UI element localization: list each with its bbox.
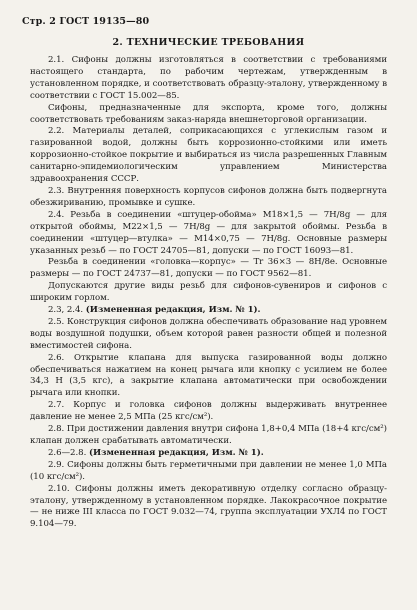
paragraph-2-1: 2.1. Сифоны должны изготовляться в соответствии с требованиями настоящего стандарта, по рабочим чертежам, утвержденным в установленном порядке, и соответствовать образцу-эталону, утвержденному в соответствии с ГОСТ 15.002—85.: [30, 55, 387, 101]
paragraph-2-5: 2.5. Конструкция сифонов должна обеспечивать образование над уровнем воды воздушной подушки, объем которой равен разности общей и полезной вместимостей сифона.: [30, 316, 387, 351]
paragraph-2-6: 2.6. Открытие клапана для выпуска газированной воды должно обеспечиваться нажатием на конец рычага или кнопку с усилием не более 34,3 Н (3,5 кгс), а закрытие клапана автоматически при освобождении рычага или кнопки.: [30, 352, 387, 399]
paragraph-2-4-thread: Резьба в соединении «головка—корпус» — Tr 36×3 — 8H/8e. Основные размеры — по ГОСТ 24737—81, допуски — по ГОСТ 9562—81.: [30, 257, 387, 280]
amendment-label: (Измененная редакция, Изм. № 1).: [85, 305, 261, 316]
amendment-ref: 2.6—2.8.: [48, 447, 87, 458]
section-title: 2. ТЕХНИЧЕСКИЕ ТРЕБОВАНИЯ: [112, 37, 305, 48]
amendment-note-2-3-2-4: [30, 305, 387, 317]
paragraph-2-7: 2.7. Корпус и головка сифонов должны выдерживать внутреннее давление не менее 2,5 МПа (25 кгс/см²).: [30, 400, 387, 423]
page-header: Стр. 2 ГОСТ 19135—80: [22, 16, 150, 27]
paragraph-2-2: 2.2. Материалы деталей, соприкасающихся с углекислым газом и газированной водой, должны быть коррозионно-стойкими или иметь коррозионно-стойкое покрытие и выбираться из числа разрешенных Главным санитарно-эпидемиологическим управлением Министерства здравоохранения СССР.: [30, 126, 387, 185]
amendment-label: (Измененная редакция, Изм. № 1).: [88, 447, 264, 458]
paragraph-2-1-export: Сифоны, предназначенные для экспорта, кроме того, должны соответствовать требованиям заказ-наряда внешнеторговой организации.: [30, 102, 387, 125]
paragraph-2-4-other: Допускаются другие виды резьб для сифонов-сувениров и сифонов с широким горлом.: [30, 281, 387, 304]
paragraph-2-10: 2.10. Сифоны должны иметь декоративную отделку согласно образцу-эталону, утвержденному в установленном порядке. Лакокрасочное покрытие — не ниже III класса по ГОСТ 9.032—74, группа эксплуатации УХЛ4 по ГОСТ 9.104—79.: [30, 483, 387, 530]
amendment-ref: 2.3, 2.4.: [48, 305, 84, 316]
paragraph-2-9: 2.9. Сифоны должны быть герметичными при давлении не менее 1,0 МПа (10 кгс/см²).: [30, 459, 387, 482]
amendment-note-2-6-2-8: [30, 448, 387, 460]
paragraph-2-8: 2.8. При достижении давления внутри сифона 1,8+0,4 МПа (18+4 кгс/см²) клапан должен срабатывать автоматически.: [30, 424, 387, 446]
paragraph-2-3: 2.3. Внутренняя поверхность корпусов сифонов должна быть подвергнута обезжириванию, промывке и сушке.: [30, 185, 387, 208]
paragraph-2-4: 2.4. Резьба в соединении «штуцер-обойма» M18×1,5 — 7H/8g — для открытой обоймы, M22×1,5 — 7H/8g — для закрытой обоймы. Резьба в соединении «штуцер—втулка» — M14×0,75 — 7H/8g. Основные размеры указанных резьб — по ГОСТ 24705—81, допуски — по ГОСТ 16093—81.: [30, 209, 387, 256]
